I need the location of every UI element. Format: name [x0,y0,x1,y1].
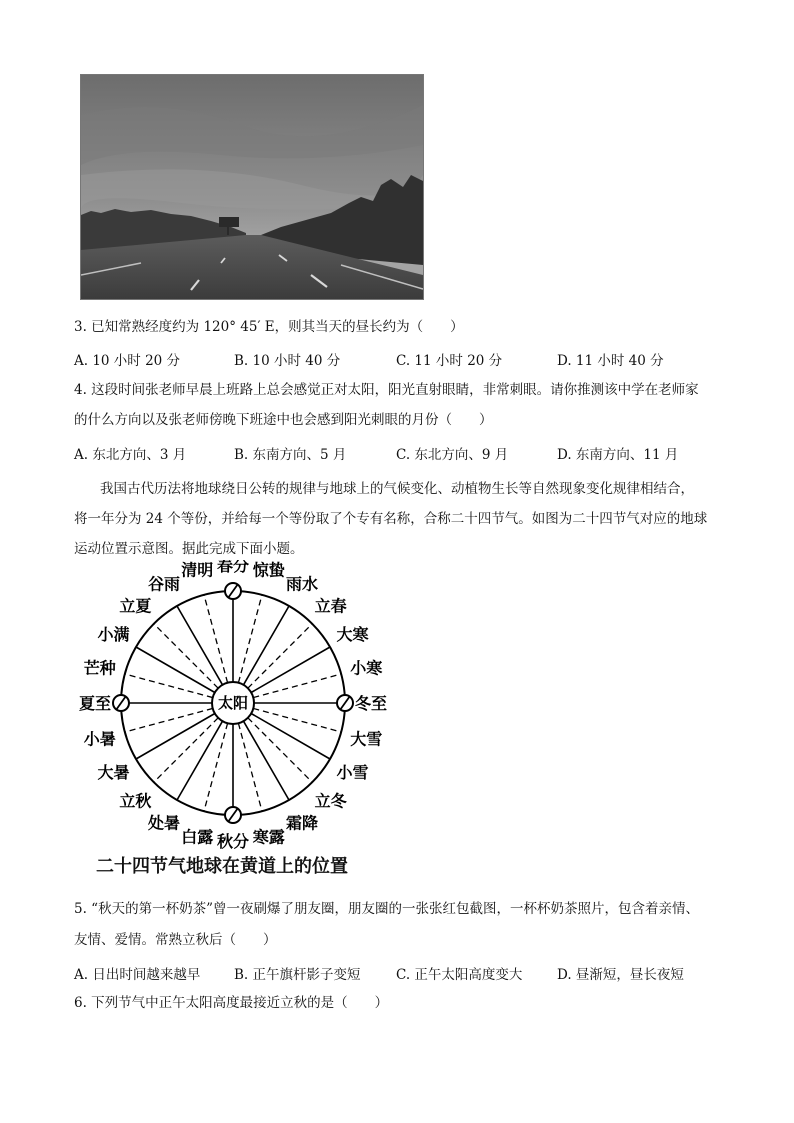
solar-term-label: 小寒 [350,658,383,678]
question-4-option-d[interactable]: D. 东南方向、11 月 [557,447,679,463]
solar-term-label: 立冬 [314,791,347,811]
passage-line-3: 运动位置示意图。据此完成下面小题。 [74,541,304,557]
earth-icon [337,695,353,711]
question-3-stem: 3. 已知常熟经度约为 120° 45′ E，则其当天的昼长约为（ ） [74,319,464,335]
spoke-line [136,647,215,693]
solar-term-label: 惊蛰 [252,560,285,580]
question-4-stem-line2: 的什么方向以及张老师傍晚下班途中也会感到阳光刺眼的月份（ ） [74,412,493,428]
sun-label: 太阳 [217,694,249,712]
solar-term-label: 大暑 [97,763,130,782]
passage-line-2: 将一年分为 24 个等份，并给每一个等份取了个专有名称，合称二十四节气。如图为二十四节气对应的地球 [74,511,708,527]
solar-term-label: 处暑 [147,813,181,833]
solar-term-label: 大寒 [336,625,369,644]
question-3-option-c[interactable]: C. 11 小时 20 分 [396,353,503,369]
question-3-option-d[interactable]: D. 11 小时 40 分 [557,353,664,369]
solar-term-label: 霜降 [285,813,319,833]
spoke-line [248,718,312,782]
spoke-line [253,674,341,698]
solar-term-label: 雨水 [285,574,319,594]
spoke-line [253,708,341,732]
question-4-option-c[interactable]: C. 东北方向、9 月 [396,447,509,463]
spoke-line [244,606,290,685]
solar-term-label: 秋分 [216,832,250,850]
spoke-line [125,708,213,732]
solar-term-label: 小雪 [336,763,369,782]
solar-term-label: 白露 [181,827,214,847]
spoke-line [154,718,218,782]
question-6-stem: 6. 下列节气中正午太阳高度最接近立秋的是（ ） [74,995,389,1011]
diagram-caption: 二十四节气地球在黄道上的位置 [96,856,348,877]
question-4-option-a[interactable]: A. 东北方向、3 月 [74,447,187,463]
question-5-option-b[interactable]: B. 正午旗杆影子变短 [234,967,361,983]
spoke-line [238,595,262,683]
spoke-line [248,624,312,688]
solar-term-label: 冬至 [354,694,388,713]
spoke-line [177,721,223,800]
solar-term-label: 立秋 [119,791,152,811]
earth-icon [225,807,241,823]
earth-icon [113,695,129,711]
question-3-option-b[interactable]: B. 10 小时 40 分 [234,353,341,369]
solar-term-label: 清明 [181,560,214,580]
spoke-line [125,674,213,698]
question-4-stem-line1: 4. 这段时间张老师早晨上班路上总会感觉正对太阳，阳光直射眼睛，非常刺眼。请你推测该中学在老师家 [74,382,699,398]
solar-term-label: 立夏 [119,596,152,616]
question-5-stem-line2: 友情、爱情。常熟立秋后（ ） [74,932,277,948]
question-5-option-d[interactable]: D. 昼渐短，昼长夜短 [557,967,684,983]
question-5-option-c[interactable]: C. 正午太阳高度变大 [396,967,523,983]
solar-term-label: 寒露 [252,827,285,847]
spoke-line [177,606,223,685]
spoke-line [204,595,228,683]
solar-terms-svg [64,560,404,850]
solar-term-label: 立春 [314,596,347,616]
solar-term-label: 春分 [216,560,250,575]
spoke-line [251,714,330,760]
solar-term-label: 夏至 [78,694,112,713]
solar-term-label: 谷雨 [147,574,181,594]
solar-term-label: 小暑 [83,729,116,749]
question-5-option-a[interactable]: A. 日出时间越来越早 [74,967,201,983]
spoke-line [136,714,215,760]
solar-terms-diagram [64,560,404,850]
spoke-line [238,723,262,811]
spoke-line [204,723,228,811]
solar-term-label: 大雪 [350,729,383,749]
highway-dusk-photo [80,74,424,300]
question-3-option-a[interactable]: A. 10 小时 20 分 [74,353,181,369]
passage-line-1: 我国古代历法将地球绕日公转的规律与地球上的气候变化、动植物生长等自然现象变化规律相结合， [100,481,694,497]
spoke-line [244,721,290,800]
solar-term-label: 芒种 [83,658,116,678]
spoke-line [251,647,330,693]
earth-icon [225,583,241,599]
spoke-line [154,624,218,688]
question-5-stem-line1: 5. “秋天的第一杯奶茶”曾一夜刷爆了朋友圈，朋友圈的一张张红包截图，一杯杯奶茶照片，包含着亲情、 [74,901,699,917]
solar-term-label: 小满 [97,625,130,644]
question-4-option-b[interactable]: B. 东南方向、5 月 [234,447,347,463]
